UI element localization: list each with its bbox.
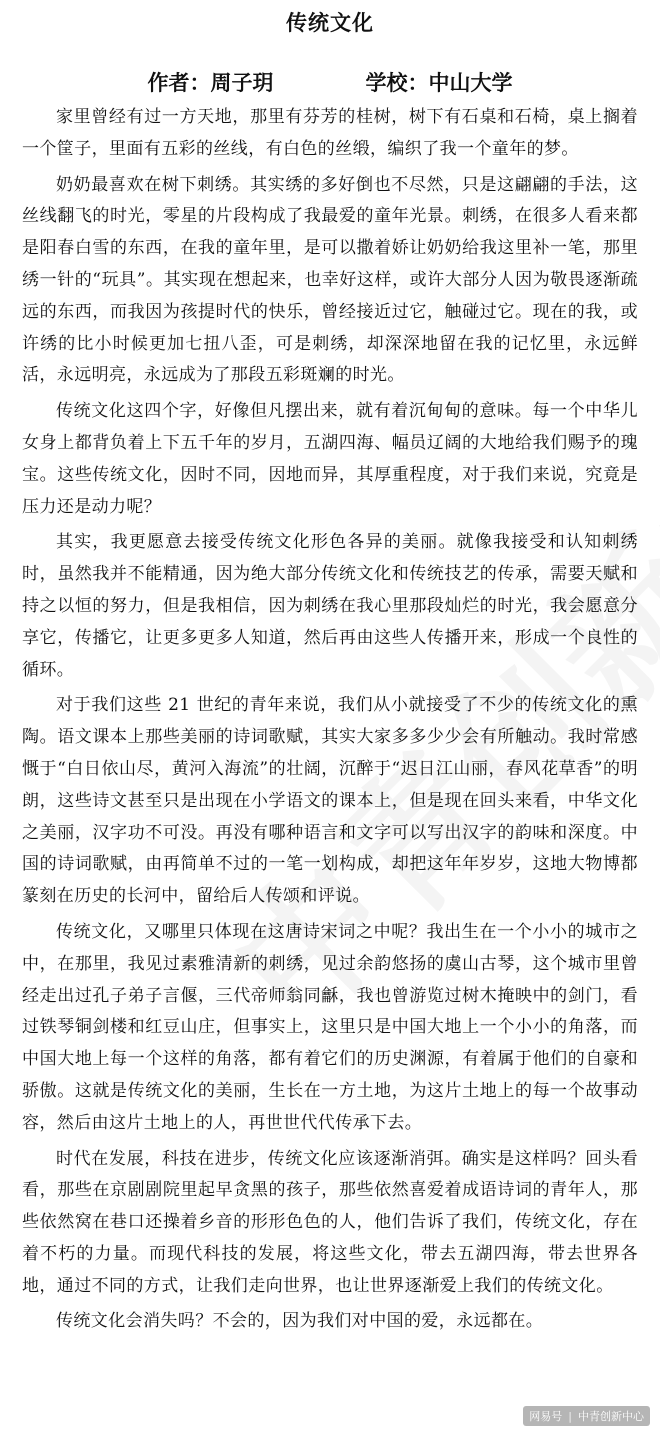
article-body — [22, 102, 638, 1338]
paragraph: 传统文化这四个字，好像但凡摆出来，就有着沉甸甸的意味。每一个中华儿女身上都背负着上下五千年的岁月，五湖四海、幅员辽阔的大地给我们赐予的瑰宝。这些传统文化，因时不同，因地而异，其厚重程度，对于我们来说，究竟是压力还是动力呢？ — [22, 401, 638, 517]
school-line: 学校：中山大学 — [365, 71, 513, 95]
paragraph: 对于我们这些 21 世纪的青年来说，我们从小就接受了不少的传统文化的熏陶。语文课本上那些美丽的诗词歌赋，其实大家多多少少会有所触动。我时常感慨于“白日依山尽，黄河入海流”的壮阔，沉醉于“迟日江山丽，春风花草香”的明朗，这些诗文甚至只是出现在小学语文的课本上，但是现在回头来看，中华文化之美丽，汉字功不可没。再没有哪种语言和文字可以写出汉字的韵味和深度。中国的诗词歌赋，由再简单不过的一笔一划构成，却把这年年岁岁，这地大物博都篆刻在历史的长河中，留给后人传颂和评说。 — [22, 695, 638, 907]
document-title: 传统文化 — [286, 11, 374, 35]
author-line: 作者：周子玥 — [147, 71, 274, 95]
source-credit — [523, 1406, 650, 1426]
paragraph: 时代在发展，科技在进步，传统文化应该逐渐消弭。确实是这样吗？回头看看，那些在京剧剧院里起早贪黑的孩子，那些依然喜爱着成语诗词的青年人，那些依然窝在巷口还操着乡音的形形色色的人，他们告诉了我们，传统文化，存在着不朽的力量。而现代科技的发展，将这些文化，带去五湖四海，带去世界各地，通过不同的方式，让我们走向世界，也让世界逐渐爱上我们的传统文化。 — [22, 1148, 638, 1296]
paragraph: 奶奶最喜欢在树下刺绣。其实绣的多好倒也不尽然，只是这翩翩的手法，这丝线翻飞的时光，零星的片段构成了我最爱的童年光景。刺绣，在很多人看来都是阳春白雪的东西，在我的童年里，是可以撒着娇让奶奶给我这里补一笔，那里绣一针的“玩具”。其实现在想起来，也幸好这样，或许大部分人因为敬畏逐渐疏远的东西，而我因为孩提时代的快乐，曾经接近过它，触碰过它。现在的我，或许绣的比小时候更加七扭八歪，可是刺绣，却深深地留在我的记忆里，永远鲜活，永远明亮，永远成为了那段五彩斑斓的时光。 — [22, 174, 638, 386]
paragraph: 传统文化会消失吗？不会的，因为我们对中国的爱，永远都在。 — [56, 1311, 544, 1332]
paragraph: 其实，我更愿意去接受传统文化形色各异的美丽。就像我接受和认知刺绣时，虽然我并不能精通，因为绝大部分传统文化和传统技艺的传承，需要天赋和持之以恒的努力，但是我相信，因为刺绣在我心里那段灿烂的时光，我会愿意分享它，传播它，让更多更多人知道，然后再由这些人传播开来，形成一个良性的循环。 — [22, 532, 638, 680]
paragraph: 家里曾经有过一方天地，那里有芬芳的桂树，树下有石桌和石椅，桌上搁着一个筐子，里面有五彩的丝线，有白色的丝缎，编织了我一个童年的梦。 — [22, 107, 638, 159]
byline — [22, 68, 638, 98]
credit-separator: | — [568, 1409, 572, 1423]
credit-publisher: 中青创新中心 — [578, 1410, 644, 1423]
paragraph: 传统文化，又哪里只体现在这唐诗宋词之中呢？我出生在一个小小的城市之中，在那里，我见过素雅清新的刺绣，见过余韵悠扬的虞山古琴，这个城市里曾经走出过孔子弟子言偃，三代帝师翁同龢，我也曾游览过树木掩映中的剑门，看过铁琴铜剑楼和红豆山庄，但事实上，这里只是中国大地上一个小小的角落，而中国大地上每一个这样的角落，都有着它们的历史渊源，有着属于他们的自豪和骄傲。这就是传统文化的美丽，生长在一方土地，为这片土地上的每一个故事动容，然后由这片土地上的人，再世世代代传承下去。 — [22, 921, 638, 1133]
credit-source: 网易号 — [529, 1410, 563, 1423]
